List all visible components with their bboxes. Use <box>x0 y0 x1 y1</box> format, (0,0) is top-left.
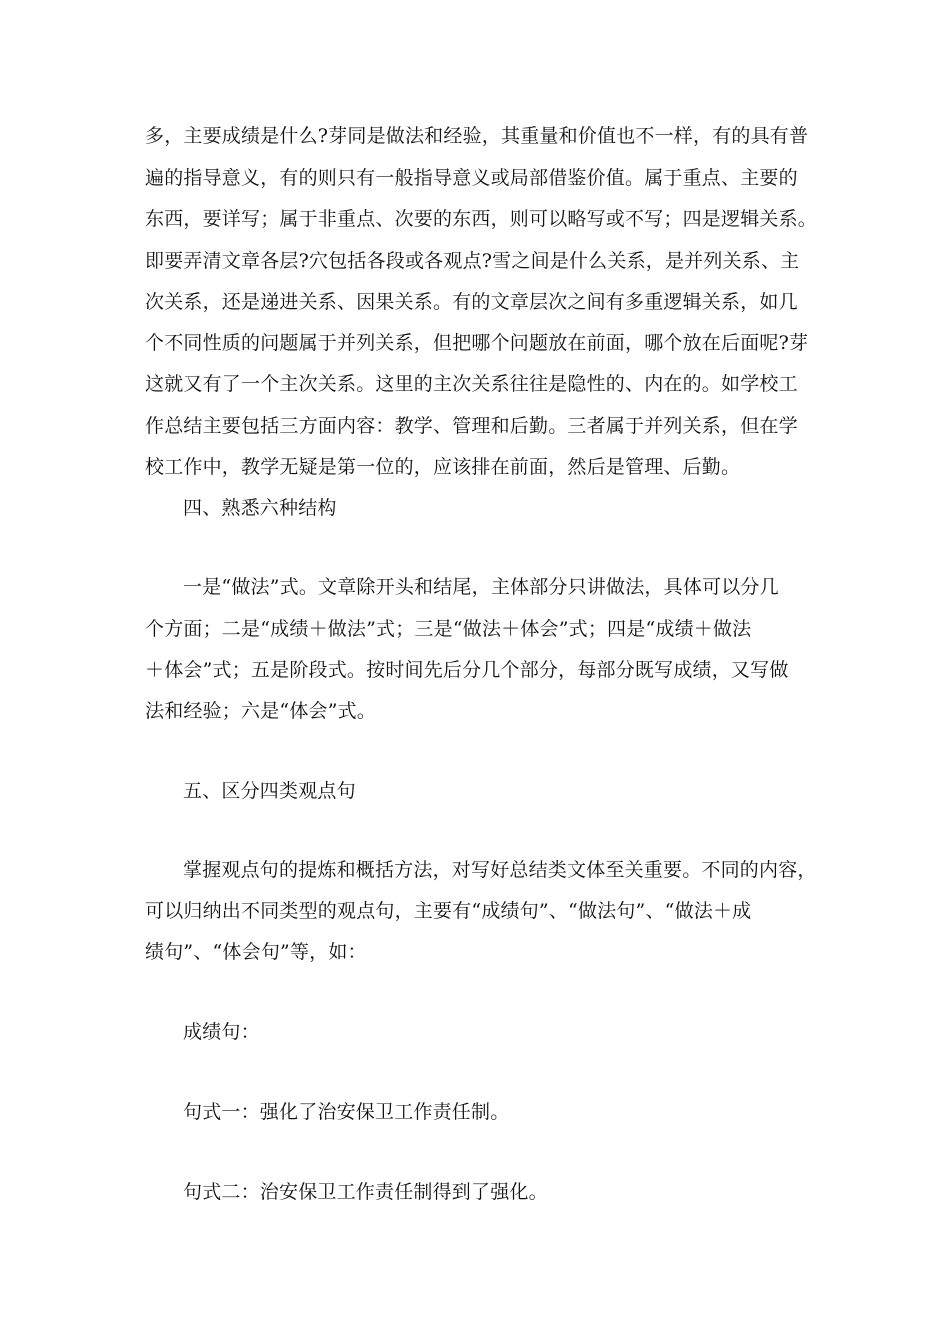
text-line: 可以归纳出不同类型的观点句，主要有“成绩句”、“做法句”、“做法＋成 <box>145 900 752 922</box>
text-line: 一是“做法”式。文章除开头和结尾，主体部分只讲做法，具体可以分几 <box>183 576 779 598</box>
text-line: ＋体会”式；五是阶段式。按时间先后分几个部分，每部分既写成绩，又写做 <box>145 659 789 681</box>
text-line: 东西，要详写；属于非重点、次要的东西，则可以略写或不写；四是逻辑关系。 <box>145 208 818 230</box>
text-line: 次关系，还是递进关系、因果关系。有的文章层次之间有多重逻辑关系，如几 <box>145 291 798 313</box>
text-line: 遍的指导意义，有的则只有一般指导意义或局部借鉴价值。属于重点、主要的 <box>145 167 798 189</box>
text-line: 多，主要成绩是什么?芽同是做法和经验，其重量和价值也不一样，有的具有普 <box>145 125 809 147</box>
section-heading-4: 四、熟悉六种结构 <box>183 497 337 519</box>
text-line: 个方面；二是“成绩＋做法”式；三是“做法＋体会”式；四是“成绩＋做法 <box>145 618 752 640</box>
text-line: 法和经验；六是“体会”式。 <box>145 700 377 722</box>
text-line: 即要弄清文章各层?穴包括各段或各观点?雪之间是什么关系，是并列关系、主 <box>145 250 800 272</box>
sentence-pattern-1: 句式一：强化了治安保卫工作责任制。 <box>183 1101 510 1123</box>
text-line: 校工作中，教学无疑是第一位的，应该排在前面，然后是管理、后勤。 <box>145 456 741 478</box>
sentence-pattern-2: 句式二：治安保卫工作责任制得到了强化。 <box>183 1181 548 1203</box>
text-line: 掌握观点句的提炼和概括方法，对写好总结类文体至关重要。不同的内容， <box>183 859 817 881</box>
label-achievement-sentence: 成绩句： <box>183 1021 260 1043</box>
section-heading-5: 五、区分四类观点句 <box>183 780 356 802</box>
text-line: 绩句”、“体会句”等，如： <box>145 941 367 963</box>
text-line: 作总结主要包括三方面内容：教学、管理和后勤。三者属于并列关系，但在学 <box>145 415 798 437</box>
text-line: 个不同性质的问题属于并列关系，但把哪个问题放在前面，哪个放在后面呢?芽 <box>145 332 809 354</box>
text-line: 这就又有了一个主次关系。这里的主次关系往往是隐性的、内在的。如学校工 <box>145 373 798 395</box>
